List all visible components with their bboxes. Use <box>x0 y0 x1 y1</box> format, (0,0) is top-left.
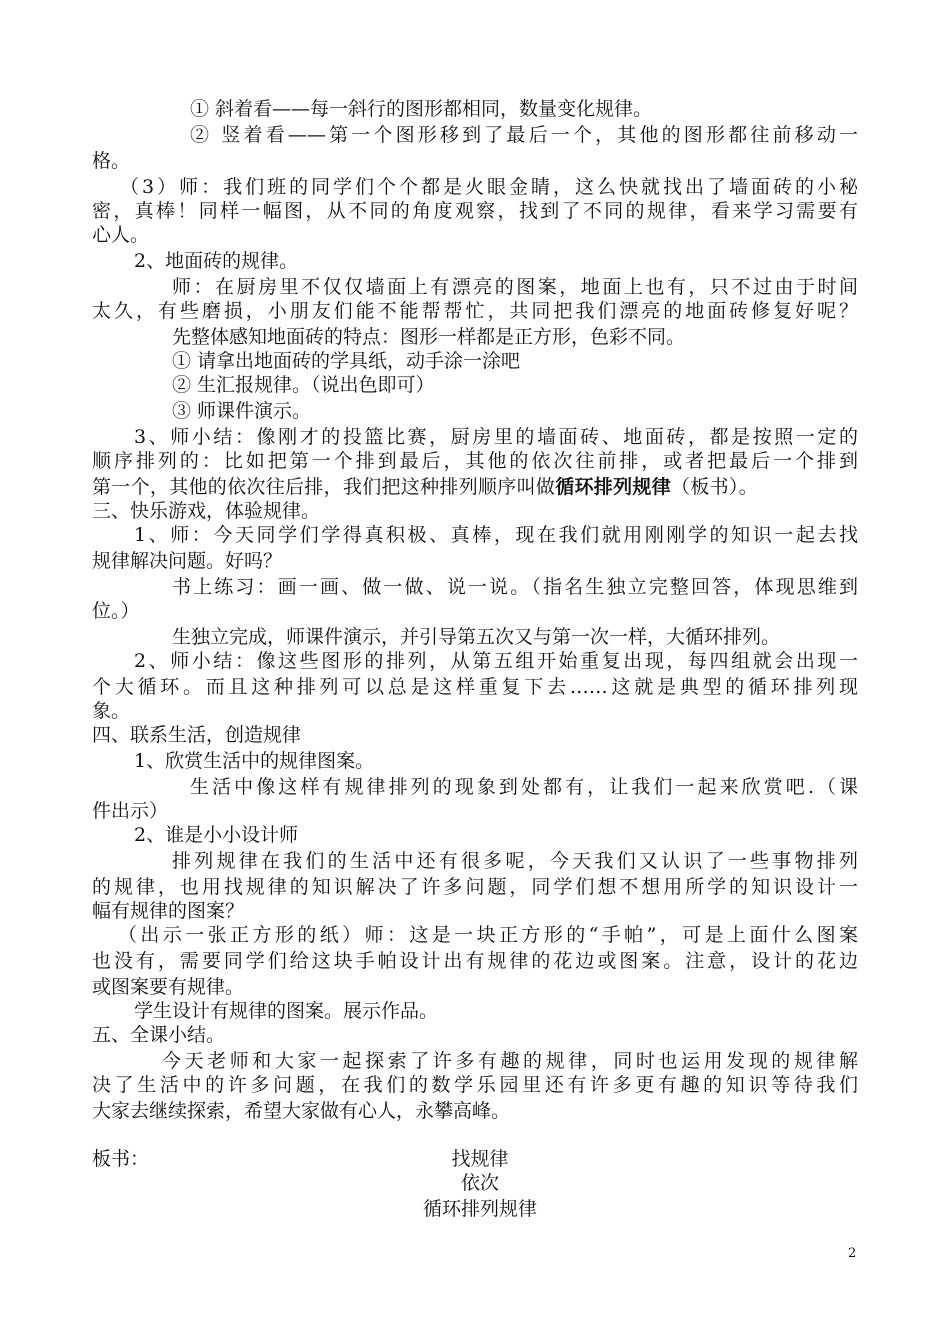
emphasis-term: 循环排列规律 <box>555 476 672 498</box>
heading-subsection: 2、谁是小小设计师 <box>134 824 299 846</box>
text-line: ② 竖着看——第一个图形移到了最后一个，其他的图形都往前移动一 <box>190 124 858 146</box>
text-line: 也没有，需要同学们给这块手帕设计出有规律的花边或图案。注意，设计的花边 <box>92 950 858 972</box>
section-heading: 四、联系生活，创造规律 <box>92 724 302 746</box>
text-line: 先整体感知地面砖的特点：图形一样都是正方形，色彩不同。 <box>172 326 686 348</box>
text-line: 格。 <box>92 150 131 172</box>
board-line-order: 依次 <box>460 1172 499 1194</box>
text-line: 今天老师和大家一起探索了许多有趣的规律，同时也运用发现的规律解 <box>162 1050 858 1072</box>
text-line: 的规律，也用找规律的知识解决了许多问题，同学们想不想用所学的知识设计一 <box>92 876 858 898</box>
text-line: 生独立完成，师课件演示，并引导第五次又与第一次一样，大循环排列。 <box>172 626 781 648</box>
heading-subsection: 2、地面砖的规律。 <box>134 250 299 272</box>
text-line: 大家去继续探索，希望大家做有心人，永攀高峰。 <box>92 1100 511 1122</box>
text-line: 1、师：今天同学们学得真积极、真棒，现在我们就用刚刚学的知识一起去找 <box>134 524 858 546</box>
text-line: 师：在厨房里不仅仅墙面上有漂亮的图案，地面上也有，只不过由于时间 <box>172 276 858 298</box>
board-line-title: 找规律 <box>451 1148 509 1170</box>
text-line: ② 生汇报规律。（说出色即可） <box>172 374 435 396</box>
text-line: 位。） <box>92 600 140 622</box>
text-line: 太久，有些磨损，小朋友们能不能帮帮忙，共同把我们漂亮的地面砖修复好呢？ <box>92 300 858 322</box>
text-line: （出示一张正方形的纸）师：这是一块正方形的“手帕”，可是上面什么图案 <box>118 924 858 946</box>
section-heading: 五、全课小结。 <box>92 1024 226 1046</box>
text-line: 件出示） <box>92 800 169 822</box>
text-line: 心人。 <box>92 224 150 246</box>
board-line-rule: 循环排列规律 <box>422 1198 537 1220</box>
text-line <box>92 475 758 499</box>
text-line: 生活中像这样有规律排列的现象到处都有，让我们一起来欣赏吧.（课 <box>190 776 858 798</box>
text-line: 3、师小结：像刚才的投篮比赛，厨房里的墙面砖、地面砖，都是按照一定的 <box>134 426 858 448</box>
text-line: 或图案要有规律。 <box>92 976 245 998</box>
text-line: 决了生活中的许多问题，在我们的数学乐园里还有许多更有趣的知识等待我们 <box>92 1074 858 1096</box>
text-line: 书上练习：画一画、做一做、说一说。（指名生独立完整回答，体现思维到 <box>172 576 858 598</box>
page-number: 2 <box>848 1246 857 1261</box>
text-line: 密，真棒！同样一幅图，从不同的角度观察，找到了不同的规律，看来学习需要有 <box>92 200 858 222</box>
text-line: 排列规律在我们的生活中还有很多呢，今天我们又认识了一些事物排列 <box>172 850 858 872</box>
text-line: ③ 师课件演示。 <box>172 400 312 422</box>
text-segment: （板书）。 <box>671 476 759 498</box>
section-heading: 三、快乐游戏，体验规律。 <box>92 500 321 522</box>
text-line: 2、师小结：像这些图形的排列，从第五组开始重复出现，每四组就会出现一 <box>134 650 858 672</box>
text-line: 个大循环。而且这种排列可以总是这样重复下去……这就是典型的循环排列现 <box>92 676 858 698</box>
board-label: 板书： <box>92 1148 150 1170</box>
text-line: 学生设计有规律的图案。展示作品。 <box>134 1000 439 1022</box>
text-line: 幅有规律的图案？ <box>92 900 245 922</box>
text-line: 顺序排列的：比如把第一个排到最后，其他的依次往前排，或者把最后一个排到 <box>92 450 858 472</box>
heading-subsection: 1、欣赏生活中的规律图案。 <box>134 750 375 772</box>
text-line: ① 请拿出地面砖的学具纸，动手涂一涂吧 <box>172 350 521 372</box>
text-line: ① 斜着看——每一斜行的图形都相同，数量变化规律。 <box>190 98 653 120</box>
text-line: （3）师：我们班的同学们个个都是火眼金睛，这么快就找出了墙面砖的小秘 <box>120 176 858 198</box>
text-line: 规律解决问题。好吗？ <box>92 550 283 572</box>
text-line: 象。 <box>92 700 131 722</box>
text-segment: 第一个，其他的依次往后排，我们把这种排列顺序叫做 <box>92 476 556 498</box>
